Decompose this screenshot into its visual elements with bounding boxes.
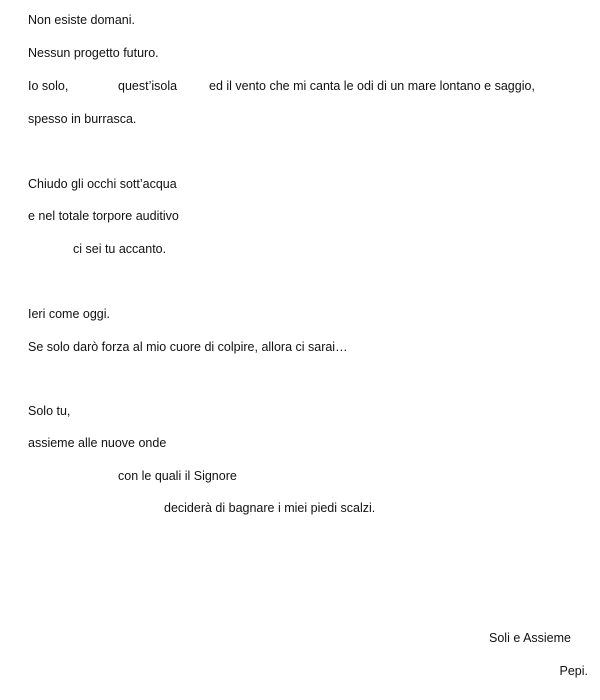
poem-line: quest’isola <box>118 79 178 93</box>
poem-line: Io solo, <box>28 79 69 93</box>
poem-line: deciderà di bagnare i miei piedi scalzi. <box>164 501 376 515</box>
poem-title: Soli e Assieme <box>489 631 571 645</box>
poem-line: Non esiste domani. <box>28 13 136 27</box>
poem-line: ci sei tu accanto. <box>73 242 167 256</box>
poem-line: e nel totale torpore auditivo <box>28 209 179 223</box>
poem-line: spesso in burrasca. <box>28 112 137 126</box>
poem-line: Se solo darò forza al mio cuore di colpire, allora ci sarai… <box>28 340 348 354</box>
poem-line: Ieri come oggi. <box>28 307 110 321</box>
poem-line: Nessun progetto futuro. <box>28 46 159 60</box>
poem-line: ed il vento che mi canta le odi di un mare lontano e saggio, <box>209 79 535 93</box>
poem-line: Solo tu, <box>28 404 71 418</box>
poem-author: Pepi. <box>559 664 588 678</box>
poem-line: Chiudo gli occhi sott’acqua <box>28 177 177 191</box>
poem-line: con le quali il Signore <box>118 469 237 483</box>
poem-line: assieme alle nuove onde <box>28 436 167 450</box>
